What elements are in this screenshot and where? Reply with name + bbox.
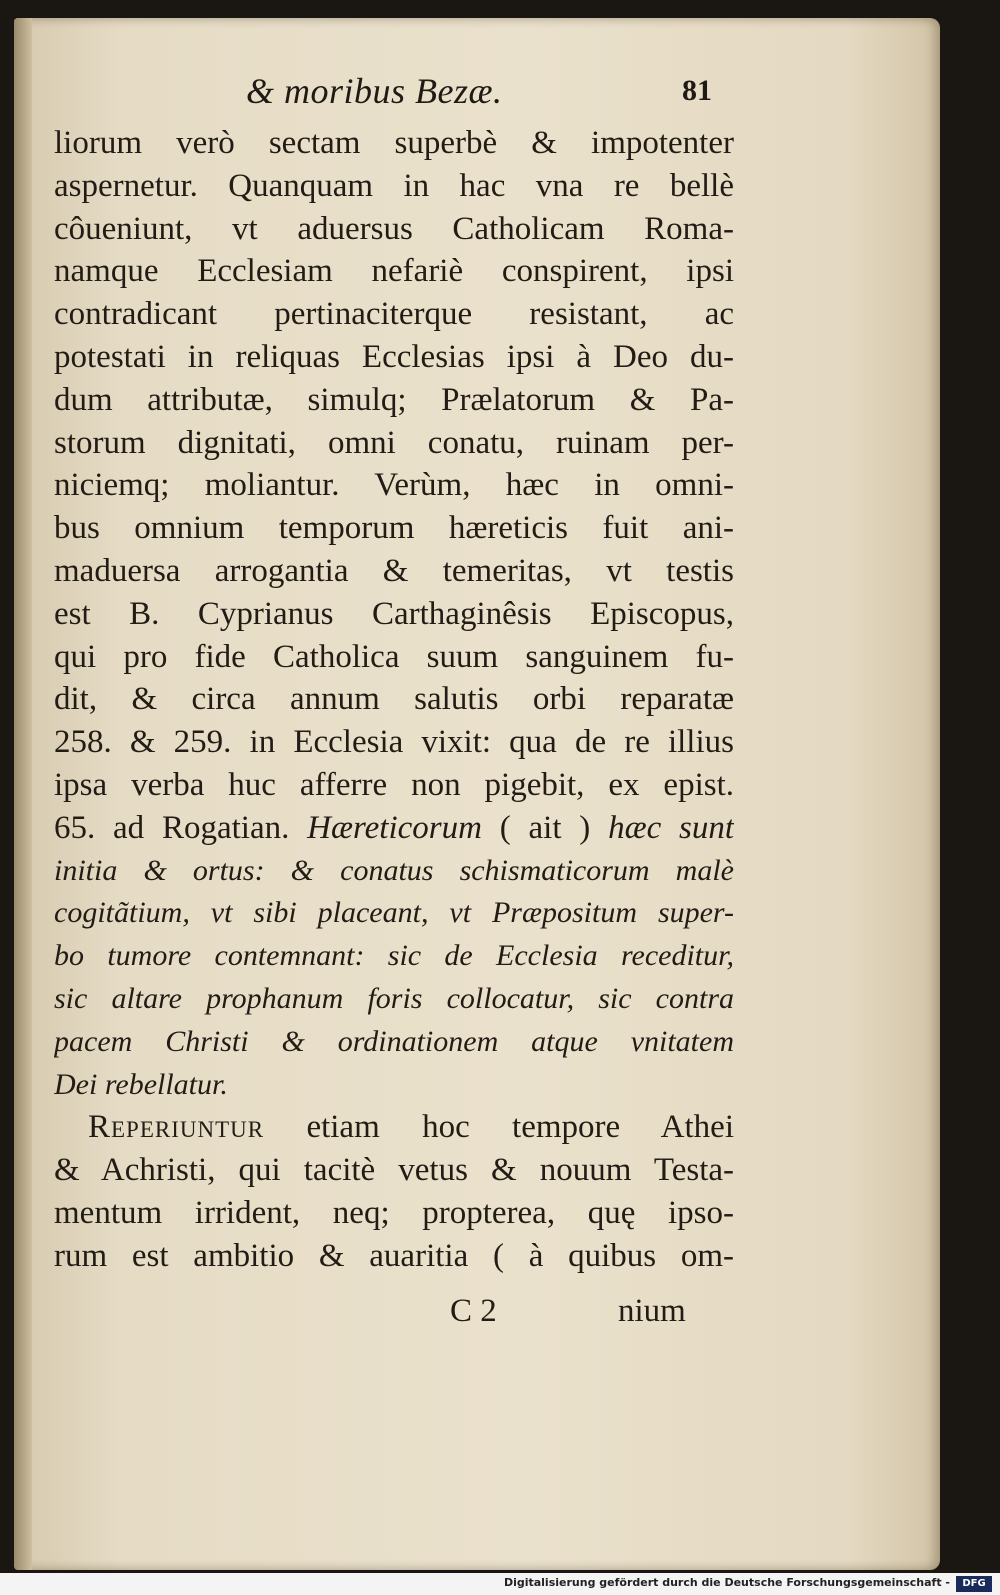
running-head: & moribus Bezæ.	[246, 71, 503, 111]
quote-italic-close: hæc sunt	[608, 809, 734, 846]
text-line: namque Ecclesiam nefariè conspirent, ipsi	[54, 253, 734, 290]
dfg-logo: DFG	[956, 1576, 992, 1592]
text-line: storum dignitati, omni conatu, ruinam per-	[54, 424, 734, 461]
body-text	[54, 122, 734, 1278]
text-line: contradicant pertinaciterque resistant, ac	[54, 296, 734, 333]
quote-start-line	[54, 807, 734, 850]
paragraph-initial-word: Reperiuntur	[88, 1109, 265, 1146]
text-line: dit, & circa annum salutis orbi reparatæ	[54, 681, 734, 718]
text-line: ipsa verba huc afferre non pigebit, ex epist.	[54, 766, 734, 803]
text-line: mentum irrident, neq; propterea, quę ipso-	[54, 1194, 734, 1231]
footer-credit: Digitalisierung gefördert durch die Deutsche Forschungsgemeinschaft -	[503, 1576, 950, 1589]
text-line: maduersa arrogantia & temeritas, vt testis	[54, 552, 734, 589]
text-line: aspernetur. Quanquam in hac vna re bellè	[54, 167, 734, 204]
text-line: potestati in reliquas Ecclesias ipsi à Deo du-	[54, 338, 734, 375]
text-line: bus omnium temporum hæreticis fuit ani-	[54, 510, 734, 547]
text-line: côueniunt, vt aduersus Catholicam Roma-	[54, 210, 734, 247]
quote-line: initia & ortus: & conatus schismaticorum malè	[54, 853, 734, 887]
quote-italic-open: Hæreticorum	[307, 809, 482, 846]
paragraph-start-line	[54, 1106, 734, 1149]
quote-line: bo tumore contemnant: sic de Ecclesia receditur,	[54, 939, 734, 973]
text-line: & Achristi, qui tacitè vetus & nouum Testa-	[54, 1152, 734, 1189]
text-line: dum attributæ, simulq; Prælatorum & Pa-	[54, 381, 734, 418]
digitization-footer	[0, 1573, 1000, 1595]
quote-ait: ( ait )	[499, 809, 591, 846]
text-line: qui pro fide Catholica suum sanguinem fu-	[54, 638, 734, 675]
reference-text: 65. ad Rogatian.	[54, 809, 290, 846]
text-line: liorum verò sectam superbè & impotenter	[54, 125, 734, 161]
quote-line: sic altare prophanum foris collocatur, sic contra	[54, 981, 734, 1015]
text-line: 258. & 259. in Ecclesia vixit: qua de re illius	[54, 724, 734, 761]
quote-line: Dei rebellatur.	[54, 1067, 228, 1101]
catchword: nium	[618, 1293, 686, 1329]
text-line: niciemq; moliantur. Verùm, hæc in omni-	[54, 467, 734, 504]
page-header	[14, 70, 940, 116]
folio-number: 81	[682, 74, 712, 107]
text-line: est B. Cyprianus Carthaginêsis Episcopus,	[54, 595, 734, 632]
text-line: rum est ambitio & auaritia ( à quibus om-	[54, 1237, 734, 1274]
quote-line: pacem Christi & ordinationem atque vnitatem	[54, 1024, 734, 1058]
signature-mark: C 2	[450, 1293, 497, 1329]
quote-line: cogitãtium, vt sibi placeant, vt Præpositum super-	[54, 896, 734, 930]
paragraph-first-rest: etiam hoc tempore Athei	[306, 1109, 734, 1146]
book-page	[14, 18, 940, 1570]
page-gutter	[14, 18, 32, 1570]
signature-line	[54, 1293, 734, 1335]
